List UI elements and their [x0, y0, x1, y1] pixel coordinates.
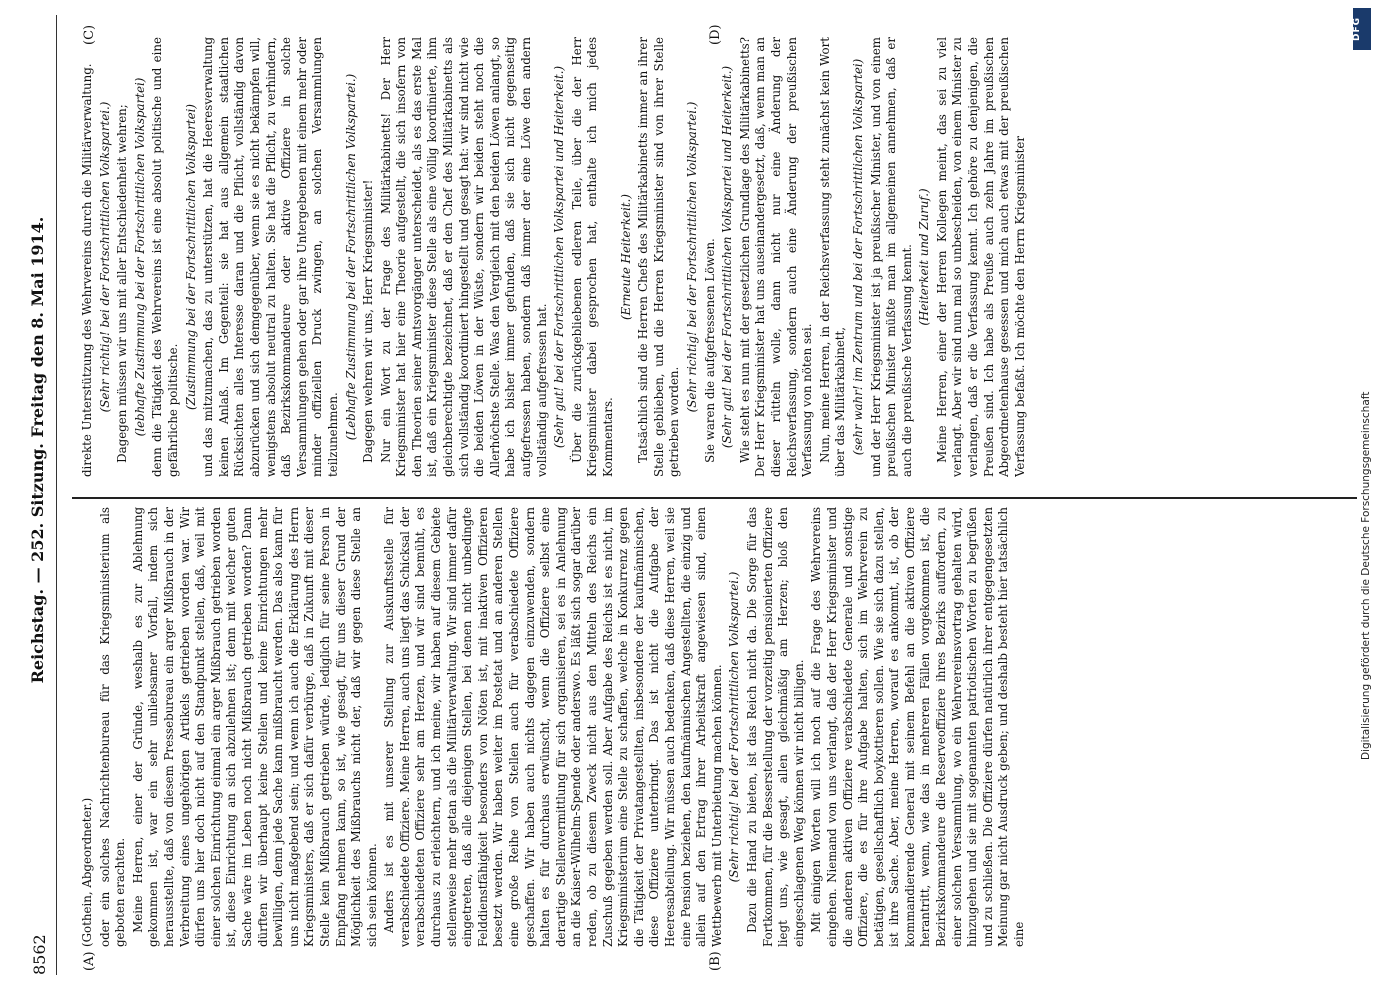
left-text-column — [80, 507, 1350, 947]
interjection: (Sehr richtig! bei der Fortschrittlichen Volkspartei.) — [727, 571, 742, 883]
interjection: (lebhafte Zustimmung bei der Fortschrittlichen Volkspartei) — [132, 77, 147, 437]
paragraph: Wie steht es nun mit der gesetzlichen Grundlage des Militärkabinetts? Der Herr Kriegsminister hat uns auseinandergesetzt, daß, wenn man an dieser rütteln wolle, dann nicht nur eine Änderung der Reichsverfassung, sondern auch eine Änderung der preußischen Verfassung von nöten sei. — [737, 37, 815, 477]
page-header — [8, 15, 68, 975]
paragraph: Meine Herren, einer der Herren Kollegen meint, das sei zu viel verlangt. Aber wir sind nun mal so unbescheiden, von einem Minister zu verlangen, daß er die Verfassung kennt. Ich gehöre zu denjenigen, die Preußen sind. Ich habe als Preuße auch zehn Jahre im preußischen Abgeordnetenhause gesessen und mich auch etwas mit der preußischen Verfassung befaßt. Ich möchte den Herrn Kriegsminister — [934, 37, 1027, 477]
interjection: (Sehr richtig! bei der Fortschrittlichen Volkspartei.) — [684, 101, 699, 413]
paragraph: direkte Unterstützung des Wehrvereins durch die Militärverwaltung. — [80, 63, 94, 477]
paragraph: Nun, meine Herren, in der Reichsverfassung steht zunächst kein Wort über das Militärkabinett, — [817, 37, 848, 477]
column-divider — [72, 497, 1357, 499]
interjection: (sehr wahr! im Zentrum und bei der Fortschrittlichen Volkspartei) — [850, 58, 865, 456]
margin-marker-b: (B) — [708, 951, 723, 971]
interjection: (Sehr gut! bei der Fortschrittlichen Volkspartei und Heiterkeit.) — [552, 65, 567, 449]
running-title: Reichstag. — 252. Sitzung. Freitag den 8. Mai 1914. — [28, 216, 47, 684]
paragraph: Nur ein Wort zu der Frage des Militärkabinetts! Der Herr Kriegsminister hat hier eine Theorie aufgestellt, die sich insofern von den Theorien seiner Amtsvorgänger unterscheidet, als es das erste Mal ist, daß ein Kriegsminister diese Stelle als eine völlig koordinierte, ihm gleichberechtigte bezeichnet, daß er den Chef des Militärkabinetts als sich vollständig koordiniert hingestellt und gesagt hat: wir sind nicht wie die beiden Löwen in der Wüste, sondern wir beiden steht noch die Allerhöchste Stelle. Was den Vergleich mit den beiden Löwen anlangt, so habe ich bisher immer gefunden, daß sie sich nicht gegenseitig aufgefressen haben, sondern daß immer der eine Löwe den andern vollständig aufgefressen hat. — [378, 37, 549, 477]
dfg-logo: DFG — [1353, 8, 1371, 50]
paragraph: oder ein solches Nachrichtenbureau für das Kriegsministerium als geboten erachten. — [97, 507, 128, 947]
paragraph: Über die zurückgebliebenen edleren Teile, über die der Herr Kriegsminister dabei gesprochen hat, enthalte ich mich jedes Kommentars. — [569, 37, 615, 477]
margin-marker-a: (A) — [82, 951, 97, 971]
margin-marker-d: (D) — [708, 24, 723, 45]
paragraph: denn die Tätigkeit des Wehrvereins ist eine absolut politische und eine gefährliche politische. — [150, 37, 180, 477]
interjection: (Zustimmung bei der Fortschrittlichen Volkspartei) — [183, 104, 198, 410]
right-text-column — [80, 37, 1350, 477]
rotated-page — [8, 15, 1363, 975]
interjection: (Sehr gut! bei der Fortschrittlichen Volkspartei und Heiterkeit.) — [720, 65, 735, 449]
interjection: (Heiterkeit und Zuruf.) — [917, 188, 932, 326]
interjection: (Lebhafte Zustimmung bei der Fortschrittlichen Volkspartei.) — [343, 73, 358, 441]
margin-marker-c: (C) — [82, 24, 97, 45]
interjection: (Sehr richtig! bei der Fortschrittlichen Volkspartei.) — [97, 101, 112, 413]
paragraph: und das mitzumachen, das zu unterstützen, hat die Heeresverwaltung keinen Anlaß. Im Gegenteil: sie hat aus allgemein staatlichen Rücksichten alles Interesse daran und die Pflicht, vollständig davon abzurücken und sich demgegenüber, wenn sie es nicht bekämpfen will, wenigstens absolut neutral zu halten. Sie hat die Pflicht, zu verhindern, daß Bezirkskommandeure oder aktive Offiziere in solche Versammlungen gehen oder gar ihre Untergebenen mit einem mehr oder minder offiziellen Druck zwingen, an solchen Versammlungen teilzunehmen. — [201, 37, 340, 477]
paragraph: Meine Herren, einer der Gründe, weshalb es zur Ablehnung gekommen ist, war ein sehr unliebsamer Vorfall, indem sich herausstellte, daß von diesem Pressebureau ein arger Mißbrauch in der Verbreitung eines ungehörigen Artikels getrieben worden war. Wir dürfen uns hier doch nicht auf den Standpunkt stellen, daß, weil mit einer solchen Einrichtung einmal ein arger Mißbrauch getrieben worden ist, diese Einrichtung an sich abzulehnen ist; denn mit welcher guten Sache wäre im Leben noch nicht Mißbrauch getrieben worden? Dann dürften wir überhaupt keine Stellen und keine Einrichtungen mehr bewilligen, denn jede Sache kann mißbraucht werden. Das also kann für uns nicht maßgebend sein; und wenn ich auch die Erklärung des Herrn Kriegsministers, daß er sich dafür verbürge, daß in Zukunft mit dieser Stelle kein Mißbrauch getrieben würde, lediglich für seine Person in Empfang nehmen kann, so ist, wie gesagt, für uns dieser Grund der Möglichkeit des Mißbrauchs nicht der, daß wir gegen diese Stelle an sich sein können. — [130, 507, 379, 947]
funding-credit-text: Digitalisierung gefördert durch die Deutsche Forschungsgemeinschaft — [1360, 391, 1372, 760]
interjection: (Erneute Heiterkeit.) — [618, 194, 633, 320]
paragraph: und der Herr Kriegsminister ist ja preußischer Minister, und von einem preußischen Minister müßte man im allgemeinen annehmen, daß er auch die preußische Verfassung kennt. — [868, 37, 914, 477]
header-rule — [56, 15, 57, 975]
speaker-label: (Gothein, Abgeordneter.) — [80, 797, 94, 947]
paragraph: Dazu die Hand zu bieten, ist das Reich nicht da. Die Sorge für das Fortkommen, für die Besserstellung der vorzeitig pensionierten Offiziere liegt uns, wie gesagt, allen gleichmäßig am Herzen; bloß den eingeschlagenen Weg können wir nicht billigen. — [744, 507, 806, 947]
paragraph: Anders ist es mit unserer Stellung zur Auskunftsstelle für verabschiedete Offiziere. Meine Herren, auch uns liegt das Schicksal der verabschiedeten Offiziere sehr am Herzen, und wir sind bemüht, es durchaus zu erleichtern, und ich meine, wir haben auf diesem Gebiete stellenweise mehr getan als die Militärverwaltung. Wir sind immer dafür eingetreten, daß alle diejenigen Stellen, bei denen nicht unbedingte Felddienstfähigkeit besonders von Nöten ist, mit inaktiven Offizieren besetzt werden. Wir haben weiter im Postetat und an anderen Stellen eine große Reihe von Stellen auch für verabschiedete Offiziere geschaffen. Wir haben auch nichts dagegen einzuwenden, sondern halten es für durchaus erwünscht, wenn die Offiziere selbst eine derartige Stellenvermittlung für sich organisieren, sei es in Anlehnung an die Kaiser-Wilhelm-Spende oder anderswo. Es läßt sich sogar darüber reden, ob zu diesem Zweck nicht aus den Mitteln des Reichs ein Zuschuß gegeben werden soll. Aber Aufgabe des Reichs ist es nicht, im Kriegsministerium eine Stelle zu schaffen, welche in Konkurrenz gegen die Tätigkeit der Privatangestellten, insbesondere der kaufmännischen, diese Offiziere unterbringt. Das ist nicht die Aufgabe der Heeresabteilung. Wir müssen auch bedenken, daß diese Herren, weil sie eine Pension beziehen, den kaufmännischen Angestellten, die einzig und allein auf den Ertrag ihrer Arbeitskraft angewiesen sind, einen Wettbewerb mit Unterbietung machen können. — [382, 507, 724, 947]
paragraph: Tatsächlich sind die Herren Chefs des Militärkabinetts immer an ihrer Stelle geblieben, und die Herren Kriegsminister sind von ihrer Stelle getrieben worden. — [636, 37, 682, 477]
paragraph: Dagegen wehren wir uns, Herr Kriegsminister! — [361, 179, 376, 463]
paragraph: Dagegen müssen wir uns mit aller Entschiedenheit wehren; — [115, 104, 130, 463]
funding-credit — [1350, 0, 1380, 1000]
paragraph: Sie waren die aufgefressenen Löwen. — [702, 238, 717, 463]
paragraph: Mit einigen Worten will ich noch auf die Frage des Wehrvereins eingehen. Niemand von uns verlangt, daß der Herr Kriegsminister und die anderen aktiven Offiziere verabschiedete Generale und sonstige Offiziere, die es für ihre Aufgabe halten, sich im Wehrverein zu betätigen, gesellschaftlich boykottieren sollen. Wie sie sich dazu stellen, ist ihre Sache. Aber, meine Herren, worauf es ankommt, ist, ob der kommandierende General mit seinem Befehl an die aktiven Offiziere herantritt, wenn, wie das in mehreren Fällen vorgekommen ist, die Bezirkskommandeure die Reserveoffiziere ihres Bezirks auffordern, zu einer solchen Versammlung, wo ein Wehrvereinsvortrag gehalten wird, hinzugehen und sie mit sogenannten patriotischen Worten zu begrüßen und zu schließen. Die Offiziere dürfen natürlich ihrer entgegengesetzten Meinung gar nicht Ausdruck geben; und deshalb besteht hier tatsächlich eine — [809, 507, 1027, 947]
page-number: 8562 — [30, 934, 49, 975]
